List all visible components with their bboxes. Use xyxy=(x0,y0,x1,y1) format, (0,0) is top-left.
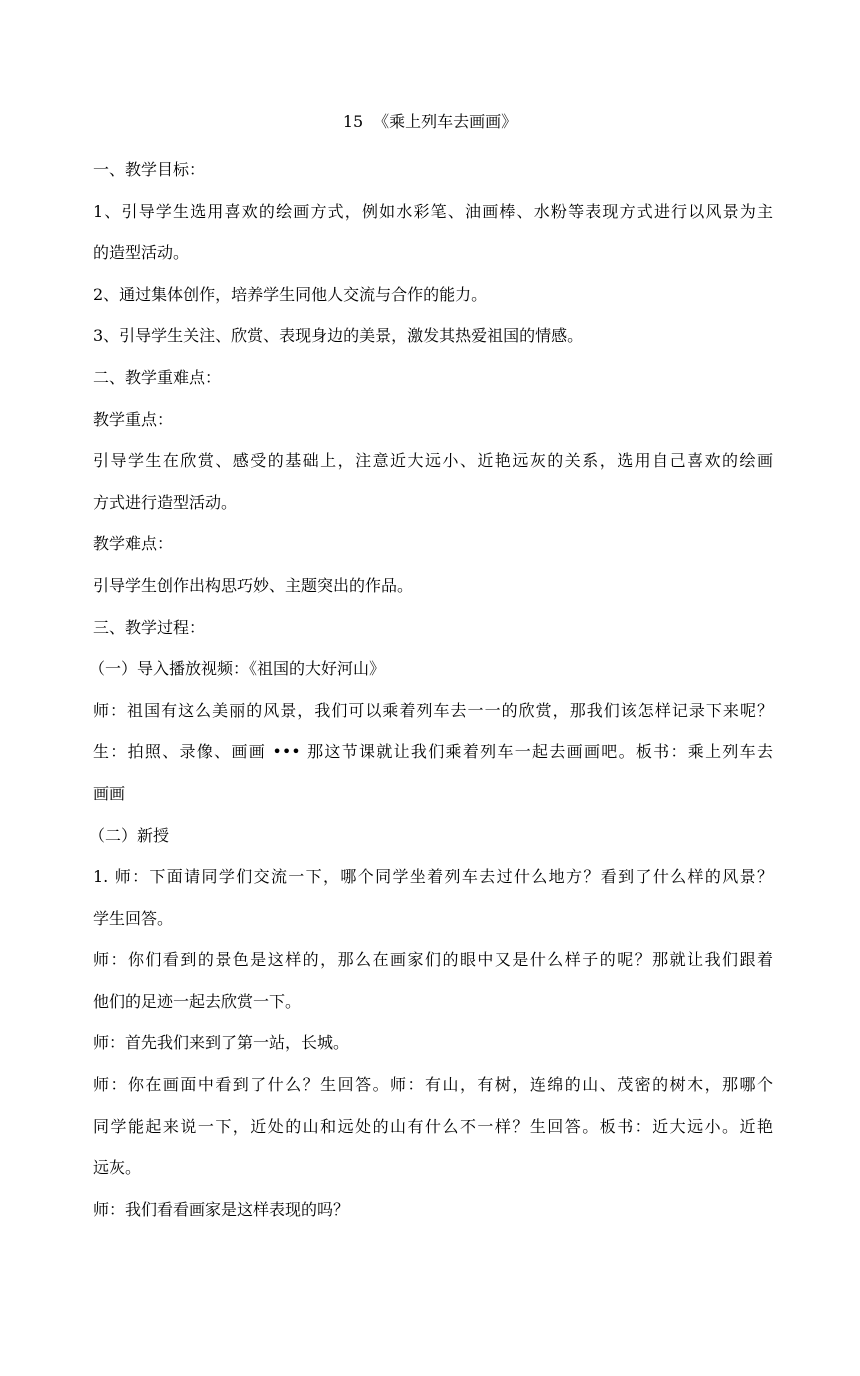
paragraph-line: 方式进行造型活动。 xyxy=(93,492,238,512)
lesson-title: 《乘上列车去画画》 xyxy=(373,112,518,131)
paragraph-line: 2、通过集体创作，培养学生同他人交流与合作的能力。 xyxy=(93,284,488,304)
paragraph-line: 同学能起来说一下，近处的山和远处的山有什么不一样？生回答。板书：近大远小。近艳 xyxy=(93,1116,773,1136)
paragraph-line: 引导学生创作出构思巧妙、主题突出的作品。 xyxy=(93,575,414,595)
paragraph-line: 1、引导学生选用喜欢的绘画方式，例如水彩笔、油画棒、水粉等表现方式进行以风景为主 xyxy=(93,201,773,221)
subheading-key-point: 教学重点： xyxy=(93,409,174,429)
subheading-difficulty: 教学难点： xyxy=(93,534,174,554)
paragraph-line: 师：你在画面中看到了什么？生回答。师：有山，有树，连绵的山、茂密的树木，那哪个 xyxy=(93,1075,773,1095)
subheading-new-lesson: （二）新授 xyxy=(89,825,170,845)
lesson-number: 15 xyxy=(342,112,364,131)
paragraph-line: 引导学生在欣赏、感受的基础上，注意近大远小、近艳远灰的关系，选用自己喜欢的绘画 xyxy=(93,451,773,471)
paragraph-line: 师：我们看看画家是这样表现的吗？ xyxy=(93,1199,350,1219)
paragraph-line: 师：你们看到的景色是这样的，那么在画家们的眼中又是什么样子的呢？那就让我们跟着 xyxy=(93,950,773,970)
paragraph-line: 的造型活动。 xyxy=(93,243,190,263)
section-heading-process: 三、教学过程： xyxy=(93,617,206,637)
section-heading-key-points: 二、教学重难点： xyxy=(93,367,222,387)
paragraph-line: 远灰。 xyxy=(93,1158,142,1178)
subheading-intro: （一）导入播放视频：《祖国的大好河山》 xyxy=(89,659,386,679)
document-body xyxy=(89,149,773,1230)
section-heading-objectives: 一、教学目标： xyxy=(93,160,206,179)
paragraph-line: 师：祖国有这么美丽的风景，我们可以乘着列车去一一的欣赏，那我们该怎样记录下来呢？ xyxy=(93,700,773,720)
paragraph-line: 师：首先我们来到了第一站，长城。 xyxy=(93,1033,350,1053)
paragraph-line: 1. 师：下面请同学们交流一下，哪个同学坐着列车去过什么地方？看到了什么样的风景？ xyxy=(93,867,773,887)
paragraph-line: 学生回答。 xyxy=(93,908,174,928)
paragraph-line: 生：拍照、录像、画画 ••• 那这节课就让我们乘着列车一起去画画吧。板书：乘上列车去 xyxy=(93,742,773,762)
document-title xyxy=(0,108,860,136)
paragraph-line: 3、引导学生关注、欣赏、表现身边的美景，激发其热爱祖国的情感。 xyxy=(93,326,584,346)
paragraph-line: 他们的足迹一起去欣赏一下。 xyxy=(93,991,302,1011)
paragraph-line: 画画 xyxy=(93,783,126,803)
